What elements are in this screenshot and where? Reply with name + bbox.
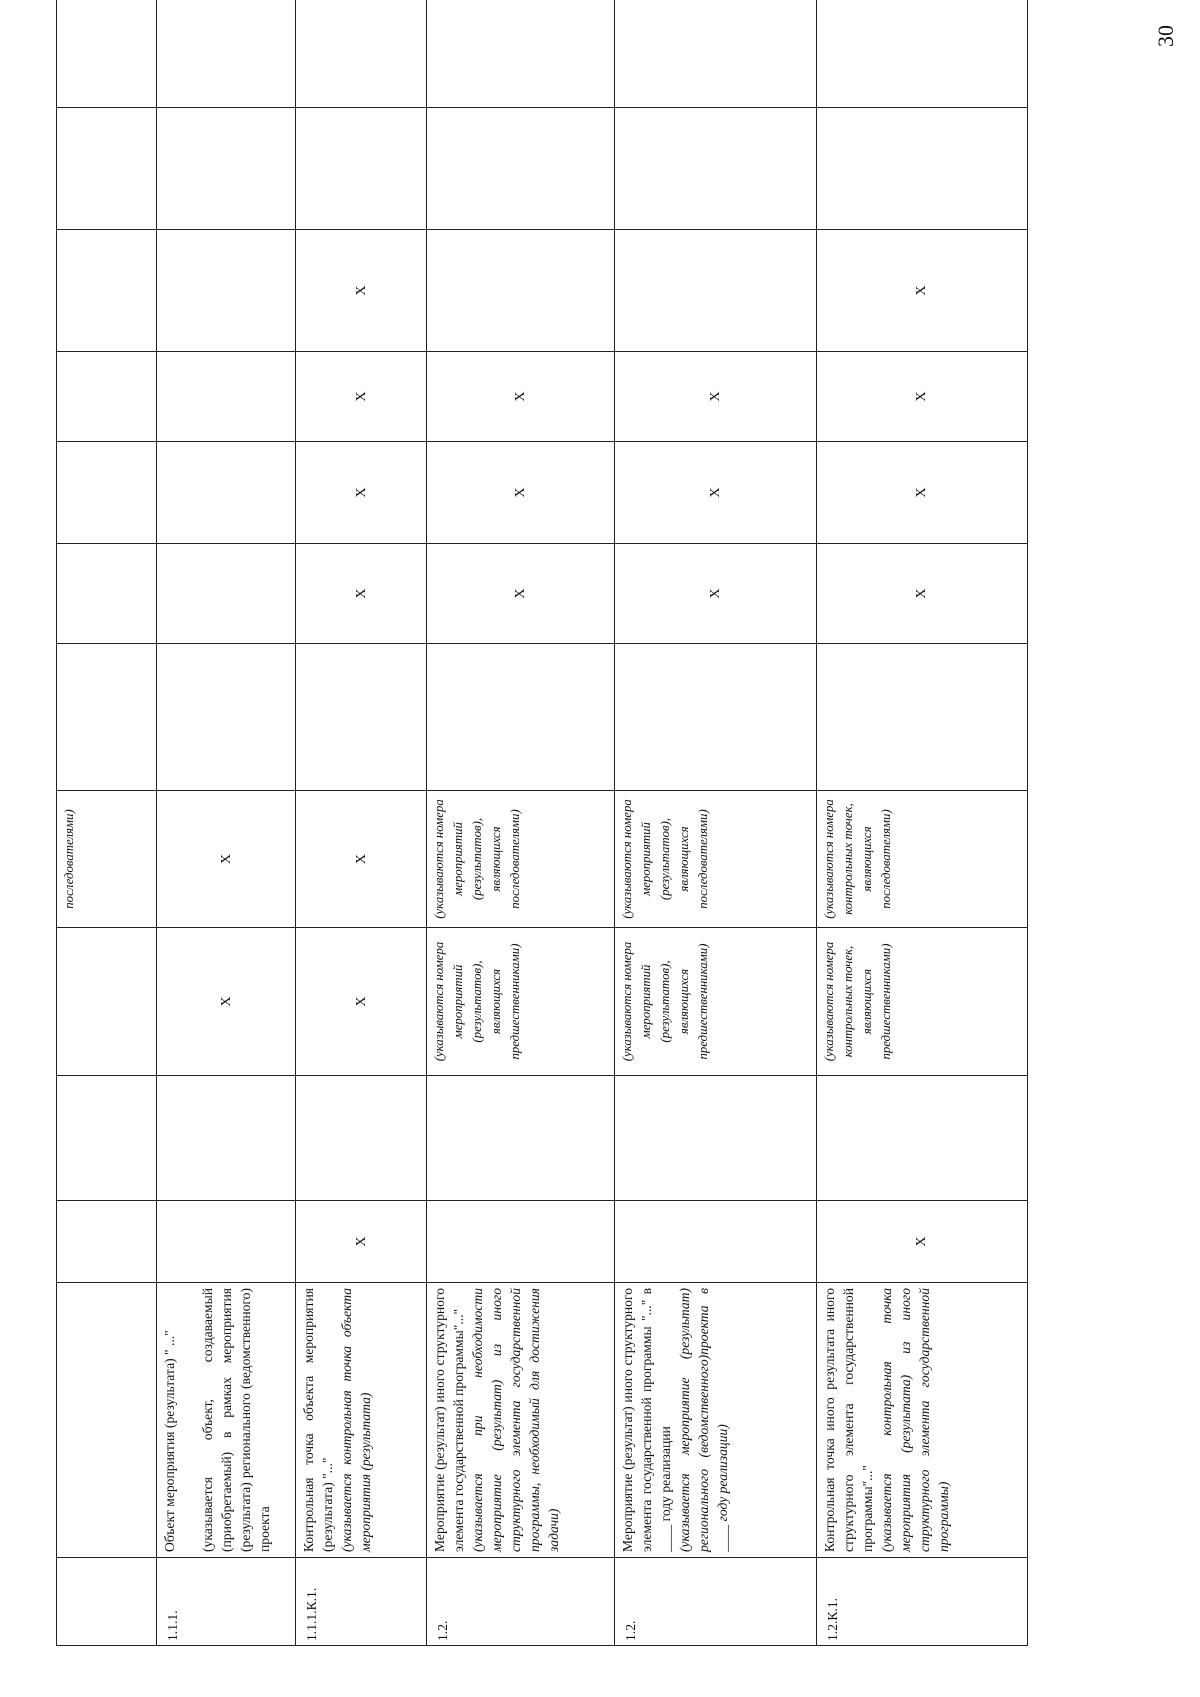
- cell-c5-mark: X: [296, 928, 427, 1076]
- cell-c13: [296, 0, 427, 108]
- cell-c7: [614, 644, 816, 791]
- cell-c11-mark: X: [816, 230, 1027, 352]
- cell-c3-mark: X: [296, 1201, 427, 1283]
- cell-c5-mark: X: [156, 928, 295, 1076]
- cell-c8-mark: X: [427, 544, 614, 644]
- cell-c3: [57, 1201, 157, 1283]
- rotated-table-container: [56, 58, 1028, 1646]
- cell-c11: [156, 230, 295, 352]
- cell-c6-mark: X: [296, 791, 427, 928]
- cell-c3-mark: X: [816, 1201, 1027, 1283]
- cell-c12: [296, 108, 427, 230]
- cell-c7: [296, 644, 427, 791]
- cell-c7: [156, 644, 295, 791]
- cell-c5: (указываются номера контрольных точек, являющихся предшественниками): [816, 928, 1027, 1076]
- cell-c11: [427, 230, 614, 352]
- cell-c11: [614, 230, 816, 352]
- cell-c5: [57, 928, 157, 1076]
- cell-c4: [156, 1076, 295, 1201]
- cell-c8-mark: X: [614, 544, 816, 644]
- row-name: [156, 1283, 295, 1558]
- table-body: [57, 0, 1028, 1646]
- cell-c13: [427, 0, 614, 108]
- row-name: [296, 1283, 427, 1558]
- cell-c9: [156, 442, 295, 544]
- cell-c10-mark: X: [816, 352, 1027, 442]
- cell-c4: [57, 1076, 157, 1201]
- cell-c12: [57, 108, 157, 230]
- cell-c12: [427, 108, 614, 230]
- cell-c6: (указываются номера мероприятий (результатов), являющихся последователями): [427, 791, 614, 928]
- cell-c8: [156, 544, 295, 644]
- cell-c4: [296, 1076, 427, 1201]
- cell-c10-mark: X: [614, 352, 816, 442]
- cell-c8-mark: X: [296, 544, 427, 644]
- table-row: [614, 0, 816, 1646]
- cell-c11-mark: X: [296, 230, 427, 352]
- cell-c4: [614, 1076, 816, 1201]
- row-name: [427, 1283, 614, 1558]
- cell-c8-mark: X: [816, 544, 1027, 644]
- cell-c9-mark: X: [427, 442, 614, 544]
- page-number: 30: [1153, 25, 1178, 47]
- row-number: 1.2.К.1.: [816, 1558, 1027, 1646]
- row-number: 1.2.: [427, 1558, 614, 1646]
- table-row: [816, 0, 1027, 1646]
- cell-c10: [57, 352, 157, 442]
- cell-c3: [614, 1201, 816, 1283]
- row-name-main: Контрольная точка иного результата иного структурного элемента государственной программы"...": [821, 1288, 875, 1552]
- cell-c10-mark: X: [427, 352, 614, 442]
- row-name-note: (указывается при необходимости мероприятие (результат) из иного структурного элемента государственной программы, необходимый для достижения задачи): [470, 1288, 562, 1552]
- row-name-note: (указывается контрольная точка объекта мероприятия (результата): [339, 1288, 374, 1552]
- spacer: [179, 1288, 198, 1552]
- cell-c12: [156, 108, 295, 230]
- table-row: [427, 0, 614, 1646]
- cell-c5: (указываются номера мероприятий (результатов), являющихся предшественниками): [427, 928, 614, 1076]
- row-name: [614, 1283, 816, 1558]
- cell-c7: [816, 644, 1027, 791]
- cell-c7: [427, 644, 614, 791]
- row-name: [57, 1283, 157, 1558]
- row-name-main: Объект мероприятия (результата) " ...": [161, 1330, 177, 1552]
- row-number: 1.1.1.: [156, 1558, 295, 1646]
- cell-c12: [614, 108, 816, 230]
- cell-c9: [57, 442, 157, 544]
- cell-c6-mark: X: [156, 791, 295, 928]
- cell-c13: [816, 0, 1027, 108]
- cell-c6: (указываются номера контрольных точек, являющихся последователями): [816, 791, 1027, 928]
- row-name-note: (указывается объект, создаваемый (приобретаемый) в рамках мероприятия (результата) регионального (ведомственного) проекта: [199, 1288, 272, 1552]
- cell-c10: [156, 352, 295, 442]
- row-number: 1.2.: [614, 1558, 816, 1646]
- cell-c13: [57, 0, 157, 108]
- row-number: [57, 1558, 157, 1646]
- cell-c5: (указываются номера мероприятий (результатов), являющихся предшественниками): [614, 928, 816, 1076]
- cell-c8: [57, 544, 157, 644]
- cell-c13: [614, 0, 816, 108]
- row-name-main: Мероприятие (результат) иного структурного элемента государственной программы"...": [432, 1288, 467, 1552]
- cell-c6: последователями): [57, 791, 157, 928]
- row-name-main: Мероприятие (результат) иного структурного элемента государственной программы "..." в ____ году реализации: [619, 1288, 673, 1552]
- row-name-main: Контрольная точка объекта мероприятия (результата) "...": [301, 1288, 336, 1552]
- cell-c10-mark: X: [296, 352, 427, 442]
- table-row: [57, 0, 157, 1646]
- cell-c3: [156, 1201, 295, 1283]
- row-name-note: (указывается контрольная точка мероприятия (результата) из иного структурного элемента государственной программы): [878, 1288, 951, 1552]
- table-row: [156, 0, 295, 1646]
- row-name: [816, 1283, 1027, 1558]
- cell-c3: [427, 1201, 614, 1283]
- cell-c9-mark: X: [614, 442, 816, 544]
- cell-c7: [57, 644, 157, 791]
- cell-c11: [57, 230, 157, 352]
- table-row: [296, 0, 427, 1646]
- plan-table: [56, 0, 1028, 1646]
- row-number: 1.1.1.К.1.: [296, 1558, 427, 1646]
- cell-c9-mark: X: [296, 442, 427, 544]
- cell-c9-mark: X: [816, 442, 1027, 544]
- cell-c4: [427, 1076, 614, 1201]
- cell-c4: [816, 1076, 1027, 1201]
- cell-c6: (указываются номера мероприятий (результатов), являющихся последователями): [614, 791, 816, 928]
- row-name-note: (указывается мероприятие (результат) регионального (ведомственного)проекта в ____ году реализации): [676, 1288, 730, 1552]
- cell-c12: [816, 108, 1027, 230]
- cell-c13: [156, 0, 295, 108]
